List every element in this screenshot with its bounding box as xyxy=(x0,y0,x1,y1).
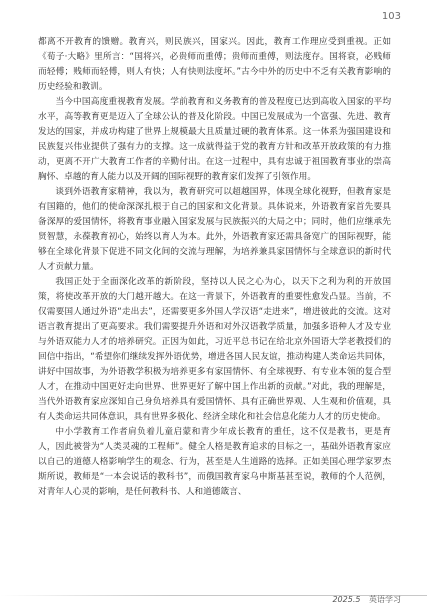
paragraph: 谈到外语教育家精神，我以为，教育研究可以超越国界，体现全球化视野，但教育家是有国籍的，他们的使命深深扎根于自己的国家和文化背景。具体说来，外语教育家首先要具备深厚的爱国情怀，将教育事业融入国家发展与民族振兴的大局之中；同时，他们应继承先贤智慧，永葆教育初心，始终以育人为本。此外，外语教育家还需具备宽广的国际视野，能够在全球化背景下促进不同文化间的交流与理解，为培养兼具家国情怀与全球意识的新时代人才贡献力量。 xyxy=(38,187,391,272)
paragraph: 当今中国高度重视教育发展。学前教育和义务教育的普及程度已达到高收入国家的平均水平，高等教育更是迈入了全球公认的普及化阶段。中国已发展成为一个富强、先进、教育发达的国家，并成功构建了世界上规模最大且质量过硬的教育体系。这一体系为强国建设和民族复兴伟业提供了强有力的支撑。这一成就得益于党的教育方针和改革开放政策的有力推动，更离不开广大教育工作者的辛勤付出。在这一过程中，具有忠诚于祖国教育事业的崇高胸怀、卓越的育人能力以及开阔的国际视野的教育家们发挥了引领作用。 xyxy=(38,97,391,182)
issue-number: 2025.5 xyxy=(332,595,361,604)
magazine-name: 英语学习 xyxy=(369,595,401,604)
page-number: 103 xyxy=(381,11,401,22)
paragraph: 我国正处于全面深化改革的新阶段，坚持以人民之心为心，以天下之利为利的开放国策，将使改革开放的大门越开越大。在这一背景下，外语教育的重要性愈发凸显。当前，不仅需要国人通过外语“走出去”，还需要更多外国人学汉语“走进来”，增进彼此的交流。这对语言教育提出了更高要求。我们需要提升外语和对外汉语教学质量，加强多语种人才及专业与外语双能力人才的培养研究。正因为如此，习近平总书记在给北京外国语大学老教授们的回信中指出，“希望你们继续发挥外语优势，增进各国人民友谊，推动构建人类命运共同体，讲好中国故事，为外语教学积极为培养更多有家国情怀、有全球视野、有专业本领的复合型人才，在推动中国更好走向世界、世界更好了解中国上作出新的贡献。”对此，我的理解是，当代外语教育家应深知自己身负培养具有爱国情怀、具有正确世界观、人生观和价值观，具有人类命运共同体意识，具有世界多极化、经济全球化和社会信息化能力人才的历史使命。 xyxy=(38,277,391,422)
article-body xyxy=(38,35,391,500)
paragraph: 中小学教育工作者肩负着儿童启蒙和青少年成长教育的重任，这不仅是教书，更是育人，因此被誉为“人类灵魂的工程师”。健全人格是教育追求的目标之一，基础外语教育家应以自己的道德人格影响学生的观念、行为，甚至是人生道路的选择。正如美国心理学家罗杰斯所说，教师是“一本会说话的教科书”，而俄国教育家乌申斯基甚至说，教师的个人范例，对青年人心灵的影响，是任何教科书、人和道德箴言、 xyxy=(38,427,391,497)
running-footer xyxy=(332,594,401,605)
paragraph: 都离不开教育的馈赠。教育兴，则民族兴，国家兴。因此，教育工作理应受到重视。正如《荀子·大略》里所言：“国将兴，必贵师而重傅；贵师而重傅，则法度存。国将衰，必贱师而轻傅；贱师而轻傅，则人有快；人有快则法度坏。”古今中外的历史中不乏有关教育影响的历史经验和教训。 xyxy=(38,37,391,92)
